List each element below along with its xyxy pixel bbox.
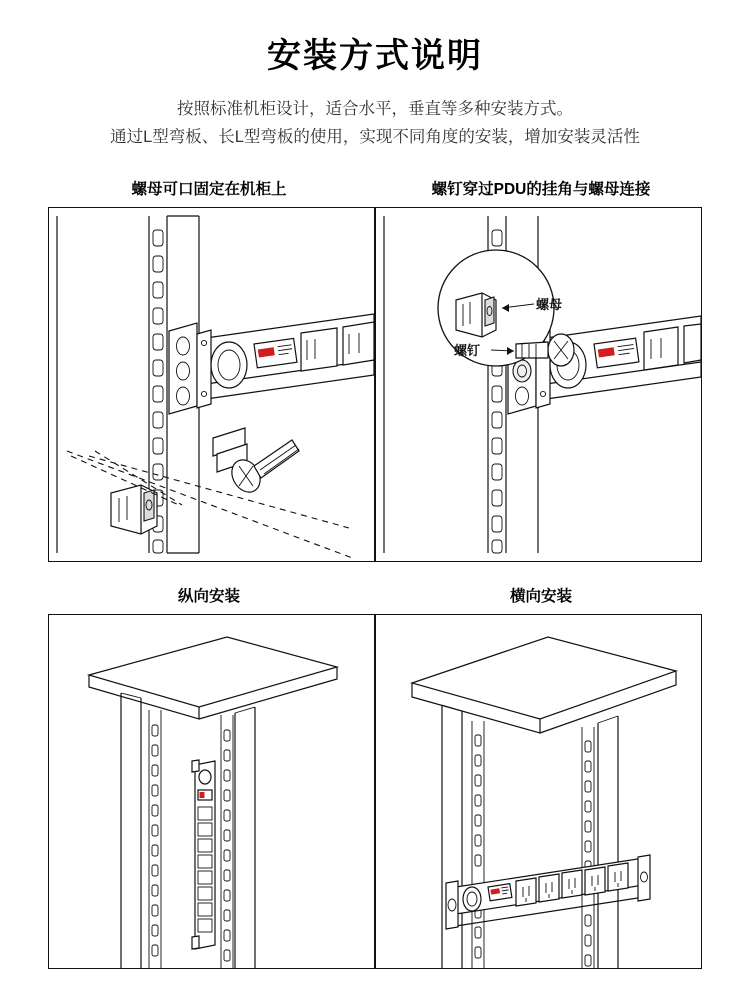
screw-callout-label-text: 螺钉 [454,343,481,358]
horizontal-install-illustration [376,615,701,968]
top-caption-row [0,177,750,199]
caption-screw-through: 螺钉穿过PDU的挂角与螺母连接 [431,181,651,198]
vertical-install-panel [48,614,375,969]
page-subtitle [0,95,750,151]
subtitle-line-1: 按照标准机柜设计，适合水平，垂直等多种安装方式。 [177,100,573,118]
pdu-vertical [192,760,215,949]
caption-vertical-install: 纵向安装 [177,588,240,605]
top-panel-row [0,207,750,562]
screw-through-illustration [376,208,701,561]
page-title: 安装方式说明 [267,37,483,75]
caption-horizontal-install: 横向安装 [509,588,572,605]
vertical-install-illustration [49,615,374,968]
subtitle-line-2: 通过L型弯板、长L型弯板的使用，实现不同角度的安装，增加安装灵活性 [110,128,640,146]
caption-nut-fix: 螺母可口固定在机柜上 [131,181,287,198]
horizontal-install-panel [375,614,702,969]
bottom-panel-row [0,614,750,969]
callout-nut [456,293,496,337]
bottom-caption-row [0,584,750,606]
screw-graphic [226,440,299,497]
nut-callout-label-text: 螺母 [536,297,563,312]
nut-fix-panel [48,207,375,562]
nut-fix-overlay2 [49,208,374,561]
screw-through-panel [375,207,702,562]
